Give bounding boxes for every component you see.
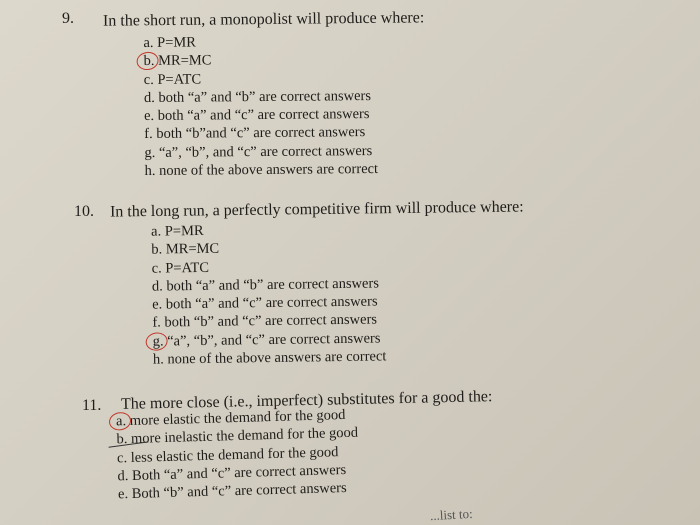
option-h: h. none of the above answers are correct [152,348,387,368]
question-text: In the long run, a perfectly competitive firm will produce where: [109,198,524,221]
question-number: 11. [82,397,102,414]
option-e: e. Both “b” and “c” are correct answers [117,480,347,503]
option-a: a. P=MR [143,34,197,52]
option-f: f. both “b” and “c” are correct answers [152,311,378,332]
option-c: c. P=ATC [143,71,202,88]
option-e: e. both “a” and “c” are correct answers [152,293,378,313]
option-c: c. less elastic the demand for the good [116,443,339,466]
question-text: In the short run, a monopolist will produce where: [102,9,425,30]
next-question-fragment: ...list to: [429,505,473,524]
option-c: c. P=ATC [151,259,210,277]
option-g: g. “a”, “b”, and “c” are correct answers [153,329,387,351]
option-d: d. both “a” and “b” are correct answers [151,275,380,295]
option-a: a. more elastic the demand for the good [116,406,358,431]
option-d: d. both “a” and “b” are correct answers [143,87,372,106]
option-e: e. both “a” and “c” are correct answers [144,106,370,125]
option-a: a. P=MR [151,222,204,240]
question-number: 9. [62,10,74,27]
question-number: 10. [74,203,94,220]
option-b: b. MR=MC [151,240,220,258]
option-g: g. “a”, “b”, and “c” are correct answers [144,142,373,161]
option-h: h. none of the above answers are correct [144,161,379,180]
question-text: The more close (i.e., imperfect) substitutes for a good the: [120,388,493,413]
option-d: d. Both “a” and “c” are correct answers [117,461,347,485]
options-list [116,406,360,504]
option-b: b. MR=MC [144,50,378,70]
options-list [151,219,387,369]
option-f: f. both “b”and “c” are correct answers [144,124,366,143]
option-b: b. more inelastic the demand for the good [116,424,359,448]
options-list [143,32,378,180]
